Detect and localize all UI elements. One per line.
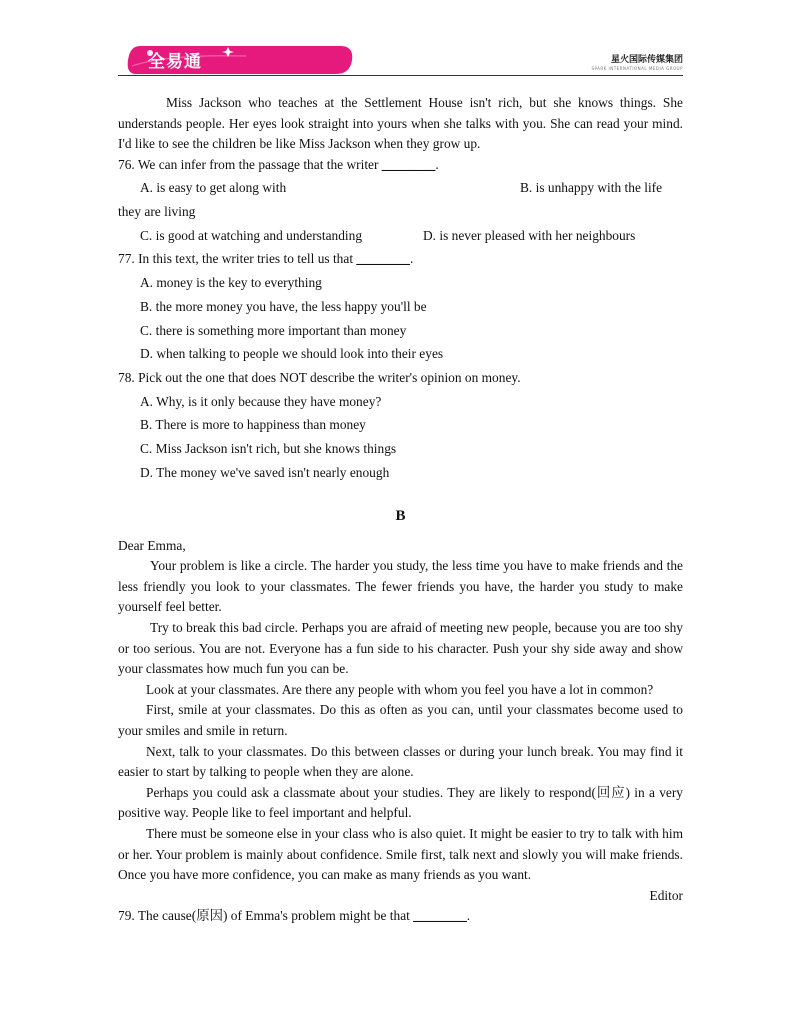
- option-76-d: D. is never pleased with her neighbours: [423, 227, 636, 243]
- letter-paragraph: Perhaps you could ask a classmate about your studies. They are likely to respond(回应) in a very positive way. People like to feel important and helpful.: [118, 784, 683, 821]
- logo-text: 全易通: [148, 52, 202, 72]
- option-78-d: D. The money we've saved isn't nearly enough: [140, 465, 390, 480]
- letter-paragraph: Your problem is like a circle. The harder you study, the less time you have to make friends and the less friendly you look to your classmates. The fewer friends you have, the harder you study to make yourself feel better.: [118, 558, 683, 615]
- question-78: 78. Pick out the one that does NOT describe the writer's opinion on money.: [118, 370, 521, 386]
- option-77-b: B. the more money you have, the less happy you'll be: [140, 298, 427, 314]
- letter-greeting: Dear Emma,: [118, 537, 186, 553]
- passage-a-paragraph: Miss Jackson who teaches at the Settlement House isn't rich, but she knows things. She understands people. Her eyes look straight into yours when she talks with you. She can read your mind. I'd like to see the children be like Miss Jackson when they grow up.: [118, 95, 683, 152]
- answer-blank: ________: [356, 251, 410, 267]
- option-77-d: D. when talking to people we should look into their eyes: [140, 346, 444, 362]
- letter-paragraph: There must be someone else in your class who is also quiet. It might be easier to try to talk with him or her. Your problem is mainly about confidence. Smile first, talk next and slowly you will make friends. Once you have more confidence, you can make as many friends as you want.: [118, 825, 684, 883]
- letter-paragraph: First, smile at your classmates. Do this as often as you can, until your classmates become used to your smiles and smile in return.: [118, 702, 683, 738]
- option-76-b-continued: they are living: [118, 203, 196, 219]
- option-77-a: A. money is the key to everything: [140, 274, 322, 290]
- answer-blank: ________: [413, 908, 467, 924]
- option-76-a: A. is easy to get along with: [140, 180, 287, 196]
- options-76-ab: [140, 178, 683, 199]
- options-76-cd: [140, 226, 683, 247]
- option-78-c: C. Miss Jackson isn't rich, but she knows things: [140, 441, 397, 457]
- letter-paragraph: Look at your classmates. Are there any people with whom you feel you have a lot in common?: [146, 681, 654, 697]
- section-b-heading: B: [395, 507, 406, 524]
- question-77: 77. In this text, the writer tries to tell us that ________.: [118, 251, 414, 267]
- document-body: [118, 93, 683, 930]
- page-header: [118, 44, 683, 76]
- option-76-b: B. is unhappy with the life: [520, 180, 663, 196]
- option-78-a: A. Why, is it only because they have money?: [140, 393, 382, 409]
- question-79: 79. The cause(原因) of Emma's problem might be that ________.: [118, 908, 471, 924]
- question-76: 76. We can infer from the passage that the writer ________.: [118, 156, 439, 172]
- letter-paragraph: Try to break this bad circle. Perhaps you are afraid of meeting new people, because you are too shy or too serious. You are not. Everyone has a fun side to his character. Push your shy side away and show your classmates how much fun you can be.: [118, 619, 683, 677]
- option-76-c: C. is good at watching and understanding: [140, 227, 363, 243]
- letter-paragraph: Next, talk to your classmates. Do this between classes or during your lunch break. You may find it easier to start by talking to people when they are alone.: [118, 743, 683, 780]
- publisher-block: [591, 52, 683, 71]
- header-rule: [118, 75, 683, 76]
- option-78-b: B. There is more to happiness than money: [140, 417, 366, 433]
- letter-signature: Editor: [649, 887, 683, 903]
- answer-blank: ________: [381, 156, 436, 172]
- publisher-name: 星火国际传媒集团: [610, 55, 683, 65]
- option-77-c: C. there is something more important than money: [140, 322, 407, 338]
- publisher-subtitle: SPARK INTERNATIONAL MEDIA GROUP: [591, 66, 683, 71]
